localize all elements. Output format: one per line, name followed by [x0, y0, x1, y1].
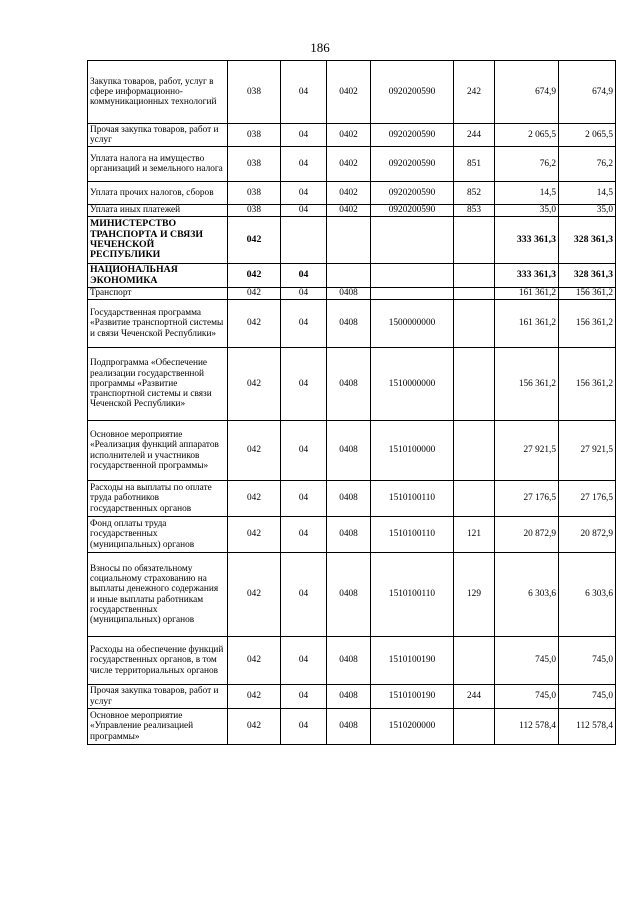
subsection-code-cell — [327, 264, 371, 288]
amount-2-cell: 328 361,3 — [559, 217, 616, 264]
table-row — [88, 205, 616, 217]
row-name-cell: Уплата прочих налогов, сборов — [88, 182, 228, 205]
subsection-code-cell: 0402 — [327, 205, 371, 217]
target-article-cell: 0920200590 — [371, 124, 454, 147]
amount-1-cell: 674,9 — [495, 61, 559, 124]
subsection-code-cell: 0408 — [327, 481, 371, 517]
target-article-cell — [371, 217, 454, 264]
row-name-cell: Уплата налога на имущество организаций и земельного налога — [88, 147, 228, 182]
table-row — [88, 147, 616, 182]
table-row — [88, 264, 616, 288]
target-article-cell: 0920200590 — [371, 61, 454, 124]
target-article-cell: 1510100110 — [371, 553, 454, 637]
ved-code-cell: 038 — [228, 124, 281, 147]
amount-1-cell: 20 872,9 — [495, 517, 559, 553]
table-row — [88, 217, 616, 264]
target-article-cell: 1510100110 — [371, 481, 454, 517]
amount-2-cell: 156 361,2 — [559, 288, 616, 300]
section-code-cell: 04 — [281, 685, 327, 709]
target-article-cell: 1500000000 — [371, 300, 454, 348]
amount-2-cell: 328 361,3 — [559, 264, 616, 288]
table-row — [88, 288, 616, 300]
expense-type-cell: 852 — [454, 182, 495, 205]
row-name-cell: Основное мероприятие «Управление реализацией программы» — [88, 709, 228, 745]
amount-2-cell: 2 065,5 — [559, 124, 616, 147]
ved-code-cell: 042 — [228, 264, 281, 288]
amount-1-cell: 76,2 — [495, 147, 559, 182]
amount-2-cell: 20 872,9 — [559, 517, 616, 553]
table-row — [88, 61, 616, 124]
row-name-cell: Прочая закупка товаров, работ и услуг — [88, 124, 228, 147]
amount-2-cell: 14,5 — [559, 182, 616, 205]
target-article-cell: 0920200590 — [371, 147, 454, 182]
subsection-code-cell: 0402 — [327, 147, 371, 182]
expense-type-cell — [454, 481, 495, 517]
target-article-cell: 1510100110 — [371, 517, 454, 553]
table-row — [88, 553, 616, 637]
target-article-cell — [371, 264, 454, 288]
expense-type-cell — [454, 348, 495, 421]
amount-1-cell: 745,0 — [495, 637, 559, 685]
section-code-cell: 04 — [281, 182, 327, 205]
expense-type-cell: 853 — [454, 205, 495, 217]
amount-1-cell: 14,5 — [495, 182, 559, 205]
amount-1-cell: 156 361,2 — [495, 348, 559, 421]
subsection-code-cell: 0408 — [327, 288, 371, 300]
ved-code-cell: 042 — [228, 348, 281, 421]
amount-2-cell: 27 176,5 — [559, 481, 616, 517]
row-name-cell: Взносы по обязательному социальному страхованию на выплаты денежного содержания и иные выплаты работникам государственных (муниципальных) органов — [88, 553, 228, 637]
section-code-cell: 04 — [281, 481, 327, 517]
expense-type-cell — [454, 217, 495, 264]
target-article-cell: 1510100000 — [371, 421, 454, 481]
table-row — [88, 300, 616, 348]
amount-1-cell: 745,0 — [495, 685, 559, 709]
expense-type-cell — [454, 288, 495, 300]
table-row — [88, 182, 616, 205]
amount-1-cell: 112 578,4 — [495, 709, 559, 745]
table-row — [88, 637, 616, 685]
amount-1-cell: 333 361,3 — [495, 217, 559, 264]
subsection-code-cell: 0408 — [327, 709, 371, 745]
amount-2-cell: 112 578,4 — [559, 709, 616, 745]
table-row — [88, 481, 616, 517]
page-number: 186 — [310, 40, 330, 55]
ved-code-cell: 038 — [228, 205, 281, 217]
expense-type-cell: 244 — [454, 685, 495, 709]
expense-type-cell — [454, 421, 495, 481]
ved-code-cell: 042 — [228, 300, 281, 348]
ved-code-cell: 042 — [228, 481, 281, 517]
section-code-cell: 04 — [281, 709, 327, 745]
ved-code-cell: 042 — [228, 685, 281, 709]
subsection-code-cell: 0402 — [327, 124, 371, 147]
amount-1-cell: 161 361,2 — [495, 300, 559, 348]
section-code-cell: 04 — [281, 553, 327, 637]
amount-2-cell: 6 303,6 — [559, 553, 616, 637]
subsection-code-cell: 0402 — [327, 182, 371, 205]
subsection-code-cell: 0408 — [327, 421, 371, 481]
target-article-cell — [371, 288, 454, 300]
row-name-cell: Закупка товаров, работ, услуг в сфере информационно-коммуникационных технологий — [88, 61, 228, 124]
section-code-cell: 04 — [281, 205, 327, 217]
expense-type-cell: 851 — [454, 147, 495, 182]
row-name-cell: Транспорт — [88, 288, 228, 300]
subsection-code-cell: 0408 — [327, 553, 371, 637]
amount-2-cell: 674,9 — [559, 61, 616, 124]
section-code-cell: 04 — [281, 147, 327, 182]
expense-type-cell: 242 — [454, 61, 495, 124]
table-row — [88, 421, 616, 481]
amount-2-cell: 745,0 — [559, 637, 616, 685]
subsection-code-cell: 0408 — [327, 637, 371, 685]
row-name-cell: Фонд оплаты труда государственных (муниципальных) органов — [88, 517, 228, 553]
subsection-code-cell: 0408 — [327, 685, 371, 709]
expense-type-cell — [454, 300, 495, 348]
ved-code-cell: 042 — [228, 288, 281, 300]
section-code-cell: 04 — [281, 517, 327, 553]
target-article-cell: 0920200590 — [371, 182, 454, 205]
amount-1-cell: 27 176,5 — [495, 481, 559, 517]
section-code-cell: 04 — [281, 300, 327, 348]
expense-type-cell — [454, 637, 495, 685]
row-name-cell: Расходы на обеспечение функций государственных органов, в том числе территориальных органов — [88, 637, 228, 685]
target-article-cell: 1510200000 — [371, 709, 454, 745]
subsection-code-cell: 0408 — [327, 300, 371, 348]
section-code-cell — [281, 217, 327, 264]
section-code-cell: 04 — [281, 61, 327, 124]
subsection-code-cell: 0408 — [327, 348, 371, 421]
table-row — [88, 348, 616, 421]
expense-type-cell: 244 — [454, 124, 495, 147]
ved-code-cell: 042 — [228, 517, 281, 553]
ved-code-cell: 042 — [228, 637, 281, 685]
amount-1-cell: 333 361,3 — [495, 264, 559, 288]
expense-type-cell: 129 — [454, 553, 495, 637]
section-code-cell: 04 — [281, 264, 327, 288]
target-article-cell: 1510000000 — [371, 348, 454, 421]
row-name-cell: Подпрограмма «Обеспечение реализации государственной программы «Развитие транспортной системы и связи Чеченской Республики» — [88, 348, 228, 421]
ved-code-cell: 042 — [228, 553, 281, 637]
expense-type-cell: 121 — [454, 517, 495, 553]
section-code-cell: 04 — [281, 348, 327, 421]
section-code-cell: 04 — [281, 288, 327, 300]
ved-code-cell: 042 — [228, 421, 281, 481]
row-name-cell: Уплата иных платежей — [88, 205, 228, 217]
row-name-cell: Основное мероприятие «Реализация функций аппаратов исполнителей и участников государственной программы» — [88, 421, 228, 481]
row-name-cell: НАЦИОНАЛЬНАЯ ЭКОНОМИКА — [88, 264, 228, 288]
table-row — [88, 124, 616, 147]
amount-2-cell: 156 361,2 — [559, 348, 616, 421]
ved-code-cell: 042 — [228, 217, 281, 264]
target-article-cell: 0920200590 — [371, 205, 454, 217]
amount-2-cell: 35,0 — [559, 205, 616, 217]
amount-1-cell: 35,0 — [495, 205, 559, 217]
section-code-cell: 04 — [281, 421, 327, 481]
amount-1-cell: 161 361,2 — [495, 288, 559, 300]
expense-type-cell — [454, 709, 495, 745]
row-name-cell: Государственная программа «Развитие транспортной системы и связи Чеченской Республики» — [88, 300, 228, 348]
ved-code-cell: 042 — [228, 709, 281, 745]
row-name-cell: Прочая закупка товаров, работ и услуг — [88, 685, 228, 709]
budget-table — [87, 60, 616, 745]
section-code-cell: 04 — [281, 124, 327, 147]
section-code-cell: 04 — [281, 637, 327, 685]
amount-1-cell: 2 065,5 — [495, 124, 559, 147]
ved-code-cell: 038 — [228, 61, 281, 124]
amount-1-cell: 6 303,6 — [495, 553, 559, 637]
target-article-cell: 1510100190 — [371, 637, 454, 685]
ved-code-cell: 038 — [228, 182, 281, 205]
ved-code-cell: 038 — [228, 147, 281, 182]
amount-2-cell: 76,2 — [559, 147, 616, 182]
amount-2-cell: 745,0 — [559, 685, 616, 709]
row-name-cell: Расходы на выплаты по оплате труда работников государственных органов — [88, 481, 228, 517]
table-row — [88, 709, 616, 745]
amount-2-cell: 27 921,5 — [559, 421, 616, 481]
table-row — [88, 685, 616, 709]
row-name-cell: МИНИСТЕРСТВО ТРАНСПОРТА И СВЯЗИ ЧЕЧЕНСКОЙ РЕСПУБЛИКИ — [88, 217, 228, 264]
table-row — [88, 517, 616, 553]
subsection-code-cell: 0408 — [327, 517, 371, 553]
expense-type-cell — [454, 264, 495, 288]
target-article-cell: 1510100190 — [371, 685, 454, 709]
subsection-code-cell: 0402 — [327, 61, 371, 124]
subsection-code-cell — [327, 217, 371, 264]
amount-1-cell: 27 921,5 — [495, 421, 559, 481]
amount-2-cell: 156 361,2 — [559, 300, 616, 348]
